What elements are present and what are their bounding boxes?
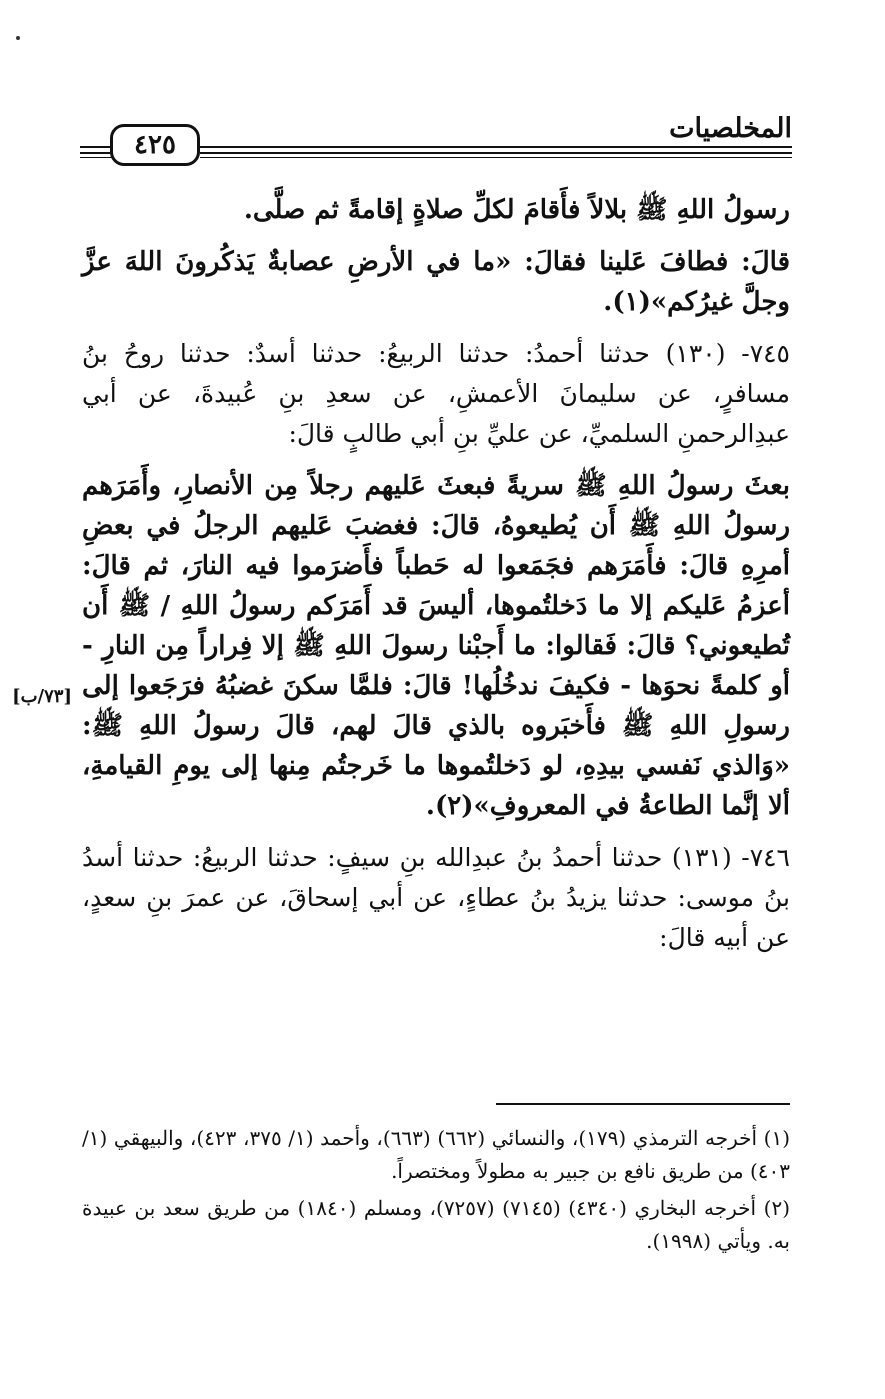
footnotes xyxy=(82,1122,790,1262)
page-number-bar xyxy=(80,157,112,158)
page-number-bar xyxy=(80,146,112,148)
header-rule xyxy=(200,146,792,148)
corner-dot xyxy=(16,36,20,40)
footnote: (٢) أخرجه البخاري (٤٣٤٠) (٧١٤٥) (٧٢٥٧)، ومسلم (١٨٤٠) من طريق سعد بن عبيدة به. ويأتي (١٩٩٨). xyxy=(82,1196,791,1253)
footnote: (١) أخرجه الترمذي (١٧٩)، والنسائي (٦٦٢) (٦٦٣)، وأحمد (١/ ٣٧٥، ٤٢٣)، والبيهقي (١/ ٤٠٣) من طريق نافع بن جبير به مطولاً ومختصراً. xyxy=(82,1126,790,1183)
page-number-bar xyxy=(80,152,112,154)
running-title: المخلصيات xyxy=(669,113,792,144)
hadith-text: قالَ: فطافَ عَلينا فقالَ: «ما في الأرضِ عصابةٌ يَذكُرونَ اللهَ عزَّ وجلَّ غيرُكم»(١). xyxy=(82,247,790,317)
isnad-paragraph: ٧٤٦- (١٣١) حدثنا أحمدُ بنُ عبدِالله بنِ سيفٍ: حدثنا الربيعُ: حدثنا أسدُ بنُ موسى: حدثنا يزيدُ بنُ عطاءٍ، عن أبي إسحاقَ، عن عمرَ بنِ سعدٍ، عن أبيه قالَ: xyxy=(82,843,790,952)
manuscript-folio-note: [٧٣/ب] xyxy=(12,686,72,707)
footnote-separator xyxy=(496,1103,790,1105)
header-rule xyxy=(200,152,792,154)
page-header xyxy=(80,112,792,170)
header-rule xyxy=(200,157,792,158)
hadith-text: بعثَ رسولُ اللهِ ﷺ سريةً فبعثَ عَليهم رجلاً مِن الأنصارِ، وأَمَرَهم رسولُ اللهِ ﷺ أَن يُطيعوهُ، قالَ: فغضبَ عَليهم الرجلُ في بعضِ أمرِهِ قالَ: فأَمَرَهم فجَمَعوا له حَطباً فأَضرَموا فيه النارَ، ثم قالَ: أعزمُ عَليكم إلا ما دَخلتُموها، أليسَ قد أَمَرَكم رسولُ اللهِ / ﷺ أَن تُطيعوني؟ قالَ: فَقالوا: ما أَجبْنا رسولَ اللهِ ﷺ إلا فِراراً مِن النارِ - أو كلمةً نحوَها - فكيفَ ندخُلُها! قالَ: فلمَّا سكنَ غضبُهُ فرَجَعوا إلى رسولِ اللهِ ﷺ فأَخبَروه بالذي قالَ لهم، قالَ رسولُ اللهِ ﷺ: «وَالذي نَفسي بيدِهِ، لو دَخلتُموها ما خَرجتُم مِنها إلى يومِ القيامةِ، ألا إنَّما الطاعةُ في المعروفِ»(٢). xyxy=(82,471,790,821)
hadith-text: رسولُ اللهِ ﷺ بلالاً فأَقامَ لكلِّ صلاةٍ إقامةً ثم صلَّى. xyxy=(243,195,790,225)
page-number: ٤٢٥ xyxy=(110,124,200,166)
isnad-paragraph: ٧٤٥- (١٣٠) حدثنا أحمدُ: حدثنا الربيعُ: حدثنا أسدٌ: حدثنا روحُ بنُ مسافرٍ، عن سليمانَ الأعمشِ، عن سعدِ بنِ عُبيدةَ، عن أبي عبدِالرحمنِ السلميِّ، عن عليِّ بنِ أبي طالبٍ قالَ: xyxy=(82,339,790,448)
main-text xyxy=(82,190,790,970)
